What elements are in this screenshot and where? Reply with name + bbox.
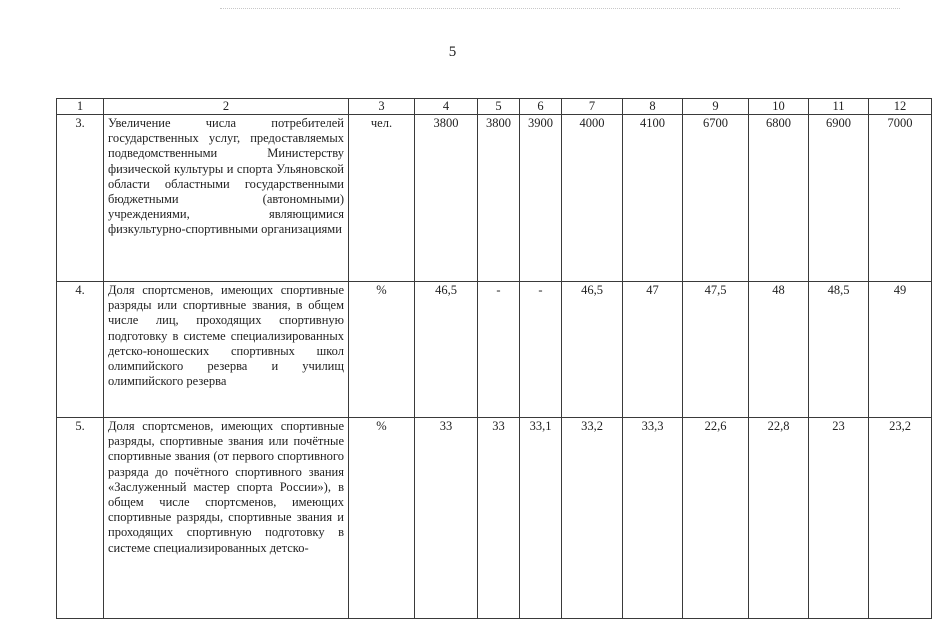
value-cell: 33,1 bbox=[520, 418, 562, 619]
value-cell: 49 bbox=[869, 282, 932, 418]
value-cell: 22,8 bbox=[749, 418, 809, 619]
scan-artifact-line bbox=[220, 8, 900, 9]
row-number: 4. bbox=[57, 282, 104, 418]
value-cell: - bbox=[520, 282, 562, 418]
header-cell: 5 bbox=[478, 99, 520, 115]
value-cell: 33,3 bbox=[623, 418, 683, 619]
unit-cell: % bbox=[349, 418, 415, 619]
value-cell: 47,5 bbox=[683, 282, 749, 418]
value-cell: 33,2 bbox=[562, 418, 623, 619]
value-cell: 33 bbox=[415, 418, 478, 619]
table-header-row bbox=[57, 99, 932, 115]
header-cell: 2 bbox=[104, 99, 349, 115]
indicator-text: Увеличение числа потребителей государственных услуг, предоставляемых подведомственными Министерству физической культуры и спорта Ульяновской области областными государственными бюджетными (автономными) учреждениями, являющимися физкультурно-спортивными организациями bbox=[104, 115, 349, 282]
value-cell: 47 bbox=[623, 282, 683, 418]
page-number: 5 bbox=[448, 44, 457, 60]
value-cell: 4100 bbox=[623, 115, 683, 282]
table-row bbox=[57, 418, 932, 619]
header-cell: 11 bbox=[809, 99, 869, 115]
value-cell: 48,5 bbox=[809, 282, 869, 418]
value-cell: 6800 bbox=[749, 115, 809, 282]
value-cell: - bbox=[478, 282, 520, 418]
value-cell: 46,5 bbox=[415, 282, 478, 418]
value-cell: 23,2 bbox=[869, 418, 932, 619]
header-cell: 7 bbox=[562, 99, 623, 115]
value-cell: 3800 bbox=[478, 115, 520, 282]
indicator-text: Доля спортсменов, имеющих спортивные разряды или спортивные звания, в общем числе лиц, проходящих спортивную подготовку в системе специализированных детско-юношеских спортивных школ олимпийского резерва и училищ олимпийского резерва bbox=[104, 282, 349, 418]
value-cell: 4000 bbox=[562, 115, 623, 282]
table-row bbox=[57, 115, 932, 282]
value-cell: 7000 bbox=[869, 115, 932, 282]
value-cell: 48 bbox=[749, 282, 809, 418]
value-cell: 3900 bbox=[520, 115, 562, 282]
unit-cell: чел. bbox=[349, 115, 415, 282]
indicators-table bbox=[56, 98, 932, 619]
row-number: 3. bbox=[57, 115, 104, 282]
indicator-text: Доля спортсменов, имеющих спортивные разряды, спортивные звания или почётные спортивные звания (от первого спортивного разряда до почётного спортивного звания «Заслуженный мастер спорта России»), в общем числе спортсменов, имеющих спортивные разряды, спортивные звания и проходящих спортивную подготовку в системе специализированных детско- bbox=[104, 418, 349, 619]
table-row bbox=[57, 282, 932, 418]
value-cell: 23 bbox=[809, 418, 869, 619]
header-cell: 6 bbox=[520, 99, 562, 115]
header-cell: 4 bbox=[415, 99, 478, 115]
unit-cell: % bbox=[349, 282, 415, 418]
value-cell: 33 bbox=[478, 418, 520, 619]
value-cell: 3800 bbox=[415, 115, 478, 282]
header-cell: 1 bbox=[57, 99, 104, 115]
header-cell: 8 bbox=[623, 99, 683, 115]
header-cell: 12 bbox=[869, 99, 932, 115]
value-cell: 6700 bbox=[683, 115, 749, 282]
value-cell: 6900 bbox=[809, 115, 869, 282]
header-cell: 3 bbox=[349, 99, 415, 115]
value-cell: 46,5 bbox=[562, 282, 623, 418]
row-number: 5. bbox=[57, 418, 104, 619]
header-cell: 9 bbox=[683, 99, 749, 115]
value-cell: 22,6 bbox=[683, 418, 749, 619]
header-cell: 10 bbox=[749, 99, 809, 115]
